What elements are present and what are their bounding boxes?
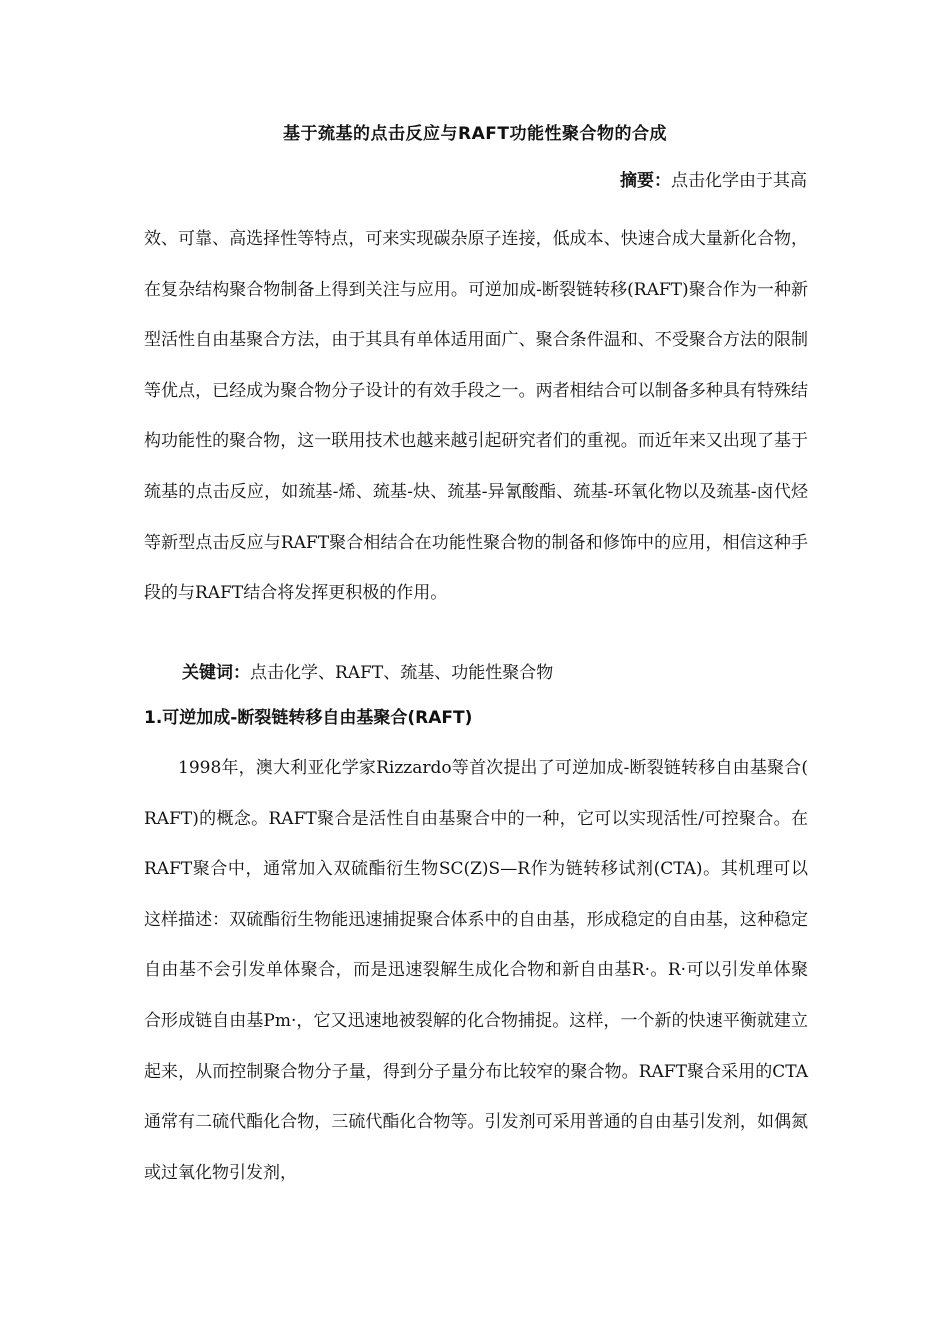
abstract-label: 摘要：	[620, 171, 671, 191]
paper-title: 基于巯基的点击反应与RAFT功能性聚合物的合成	[283, 124, 667, 144]
abstract-heading-line	[620, 168, 807, 194]
keywords-label: 关键词：	[182, 663, 250, 683]
keywords-line	[182, 661, 553, 685]
section-1-heading: 1.可逆加成-断裂链转移自由基聚合(RAFT)	[144, 708, 473, 728]
keywords-value: 点击化学、RAFT、巯基、功能性聚合物	[250, 663, 554, 683]
section-1-body: 1998年，澳大利亚化学家Rizzardo等首次提出了可逆加成-断裂链转移自由基聚合( RAFT)的概念。RAFT聚合是活性自由基聚合中的一种，它可以实现活性/可控聚合。在RAFT聚合中，通常加入双硫酯衍生物SC(Z)S—R作为链转移试剂(CTA)。其机理可以这样描述：双硫酯衍生物能迅速捕捉聚合体系中的自由基，形成稳定的自由基，这种稳定自由基不会引发单体聚合，而是迅速裂解生成化合物和新自由基R·。R·可以引发单体聚合形成链自由基Pm·，它又迅速地被裂解的化合物捕捉。这样，一个新的快速平衡就建立起来，从而控制聚合物分子量，得到分子量分布比较窄的聚合物。RAFT聚合采用的CTA通常有二硫代酯化合物，三硫代酯化合物等。引发剂可采用普通的自由基引发剂，如偶氮或过氧化物引发剂，	[144, 758, 808, 1183]
abstract-lead-text: 点击化学由于其高	[671, 171, 807, 191]
abstract-body: 效、可靠、高选择性等特点，可来实现碳杂原子连接，低成本、快速合成大量新化合物，在复杂结构聚合物制备上得到关注与应用。可逆加成-断裂链转移(RAFT)聚合作为一种新型活性自由基聚合方法，由于其具有单体适用面广、聚合条件温和、不受聚合方法的限制等优点，已经成为聚合物分子设计的有效手段之一。两者相结合可以制备多种具有特殊结构功能性的聚合物，这一联用技术也越来越引起研究者们的重视。而近年来又出现了基于巯基的点击反应，如巯基-烯、巯基-炔、巯基-异氰酸酯、巯基-环氧化物以及巯基-卤代烃等新型点击反应与RAFT聚合相结合在功能性聚合物的制备和修饰中的应用，相信这种手段的与RAFT结合将发挥更积极的作用。	[144, 229, 808, 604]
